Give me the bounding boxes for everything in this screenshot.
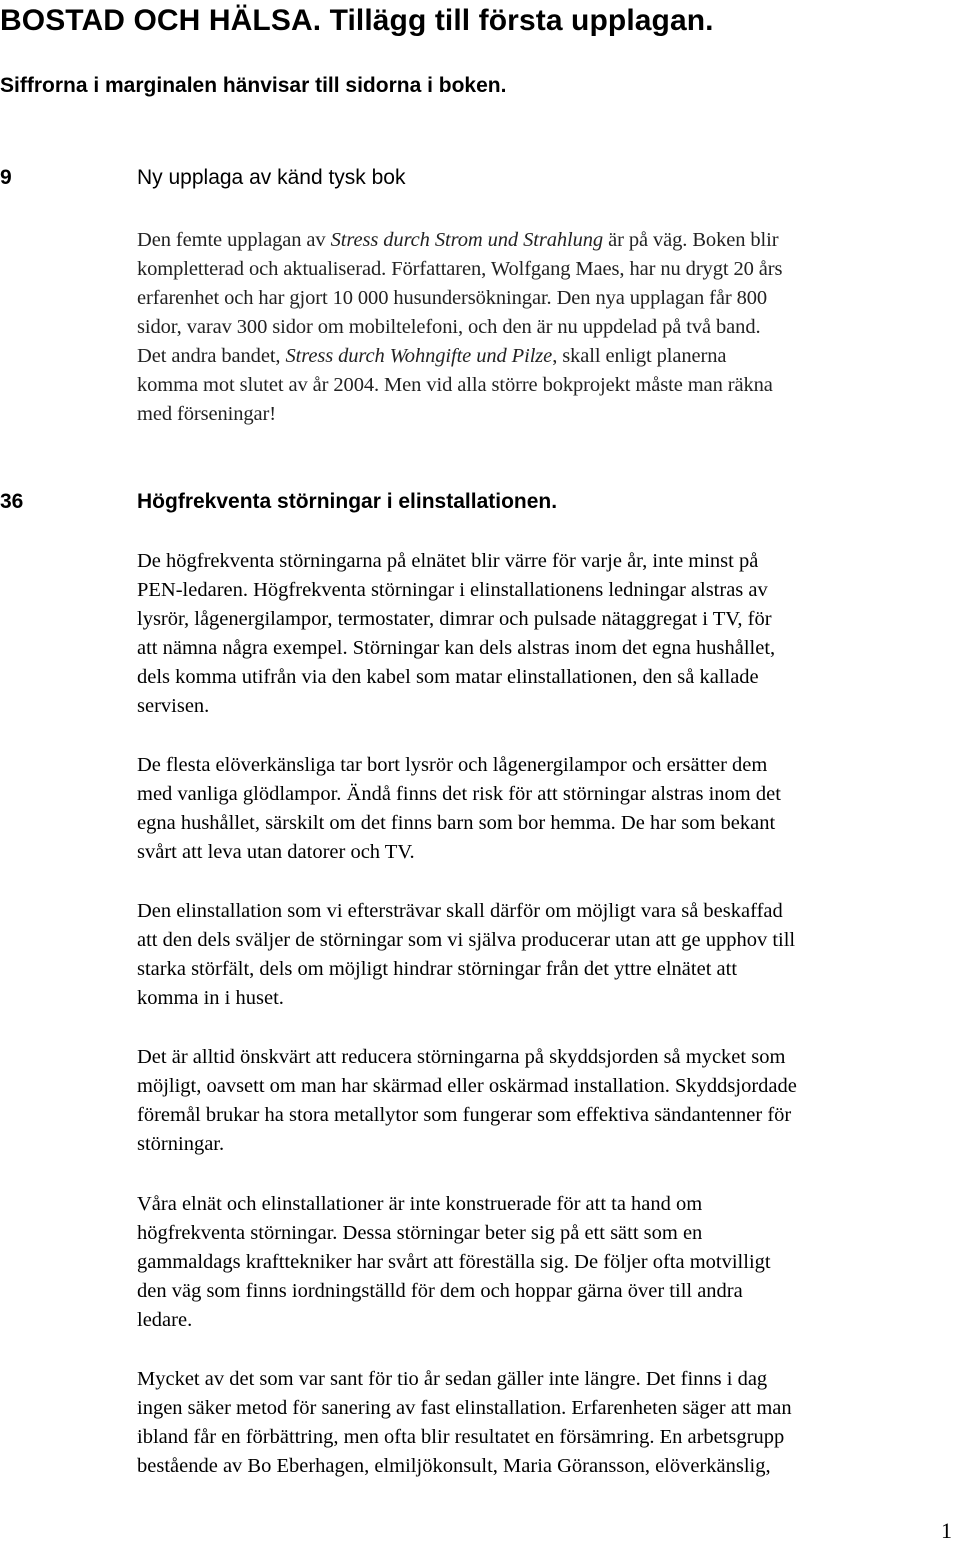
text-line: möjligt, oavsett om man har skärmad eller oskärmad installation. Skyddsjordade xyxy=(137,1075,797,1097)
document-subtitle: Siffrorna i marginalen hänvisar till sidorna i boken. xyxy=(0,74,507,97)
text-line: De högfrekventa störningarna på elnätet blir värre för varje år, inte minst på xyxy=(137,550,759,572)
paragraph xyxy=(137,547,952,721)
text-line: ingen säker metod för sanering av fast elinstallation. Erfarenheten säger att man xyxy=(137,1397,792,1419)
document-title: BOSTAD OCH HÄLSA. Tillägg till första upplagan. xyxy=(0,4,714,37)
section-page-ref: 9 xyxy=(0,166,12,189)
book-title: Stress durch Wohngifte und Pilze xyxy=(285,345,553,367)
text-line: dels komma utifrån via den kabel som matar elinstallationen, den så kallade xyxy=(137,666,759,688)
text-line: komma in i huset. xyxy=(137,987,284,1009)
page-number: 1 xyxy=(941,1518,952,1543)
text-line: bestående av Bo Eberhagen, elmiljökonsult, Maria Göransson, elöverkänslig, xyxy=(137,1455,771,1477)
text-line: Det andra bandet, Stress durch Wohngifte und Pilze, skall enligt planerna xyxy=(137,345,727,367)
text-line: högfrekventa störningar. Dessa störningar beter sig på ett sätt som en xyxy=(137,1222,703,1244)
text-line: den väg som finns iordningställd för dem och hoppar gärna över till andra xyxy=(137,1280,743,1302)
text-line: De flesta elöverkänsliga tar bort lysrör och lågenergilampor och ersätter dem xyxy=(137,754,768,776)
text-line: kompletterad och aktualiserad. Författaren, Wolfgang Maes, har nu drygt 20 års xyxy=(137,258,783,280)
section-heading: Högfrekventa störningar i elinstallationen. xyxy=(137,490,558,513)
paragraph xyxy=(137,897,952,1013)
paragraph xyxy=(137,226,952,429)
section-page-ref: 36 xyxy=(0,490,24,513)
paragraph xyxy=(137,1365,952,1481)
paragraph xyxy=(137,1043,952,1159)
paragraph xyxy=(137,751,952,867)
section-heading: Ny upplaga av känd tysk bok xyxy=(137,166,406,189)
text-line: erfarenhet och har gjort 10 000 husundersökningar. Den nya upplagan får 800 xyxy=(137,287,768,309)
text-line: Den femte upplagan av Stress durch Strom und Strahlung är på väg. Boken blir xyxy=(137,229,779,251)
text-line: Mycket av det som var sant för tio år sedan gäller inte längre. Det finns i dag xyxy=(137,1368,768,1390)
text-line: störningar. xyxy=(137,1133,225,1155)
text-line: med förseningar! xyxy=(137,403,276,425)
text-line: egna hushållet, särskilt om det finns barn som bor hemma. De har som bekant xyxy=(137,812,776,834)
text-line: gammaldags krafttekniker har svårt att föreställa sig. De följer ofta motvilligt xyxy=(137,1251,771,1273)
text-line: svårt att leva utan datorer och TV. xyxy=(137,841,415,863)
text-line: sidor, varav 300 sidor om mobiltelefoni, och den är nu uppdelad på två band. xyxy=(137,316,761,338)
text-line: servisen. xyxy=(137,695,210,717)
text-line: PEN-ledaren. Högfrekventa störningar i elinstallationens ledningar alstras av xyxy=(137,579,768,601)
text-line: lysrör, lågenergilampor, termostater, dimrar och pulsade nätaggregat i TV, för xyxy=(137,608,772,630)
text-line: starka störfält, dels om möjligt hindrar störningar från det yttre elnätet att xyxy=(137,958,738,980)
text-line: att den dels sväljer de störningar som vi själva producerar utan att ge upphov till xyxy=(137,929,796,951)
text-line: föremål brukar ha stora metallytor som fungerar som effektiva sändantenner för xyxy=(137,1104,792,1126)
text-line: ledare. xyxy=(137,1309,193,1331)
text-line: ibland får en förbättring, men ofta blir resultatet en försämring. En arbetsgrupp xyxy=(137,1426,785,1448)
book-title: Stress durch Strom und Strahlung xyxy=(330,229,604,251)
text-line: att nämna några exempel. Störningar kan dels alstras inom det egna hushållet, xyxy=(137,637,776,659)
text-line: komma mot slutet av år 2004. Men vid alla större bokprojekt måste man räkna xyxy=(137,374,773,396)
text-line: Våra elnät och elinstallationer är inte konstruerade för att ta hand om xyxy=(137,1193,703,1215)
paragraph xyxy=(137,1190,952,1335)
text-line: med vanliga glödlampor. Ändå finns det risk för att störningar alstras inom det xyxy=(137,783,781,805)
text-line: Den elinstallation som vi eftersträvar skall därför om möjligt vara så beskaffad xyxy=(137,900,783,922)
text-line: Det är alltid önskvärt att reducera störningarna på skyddsjorden så mycket som xyxy=(137,1046,786,1068)
